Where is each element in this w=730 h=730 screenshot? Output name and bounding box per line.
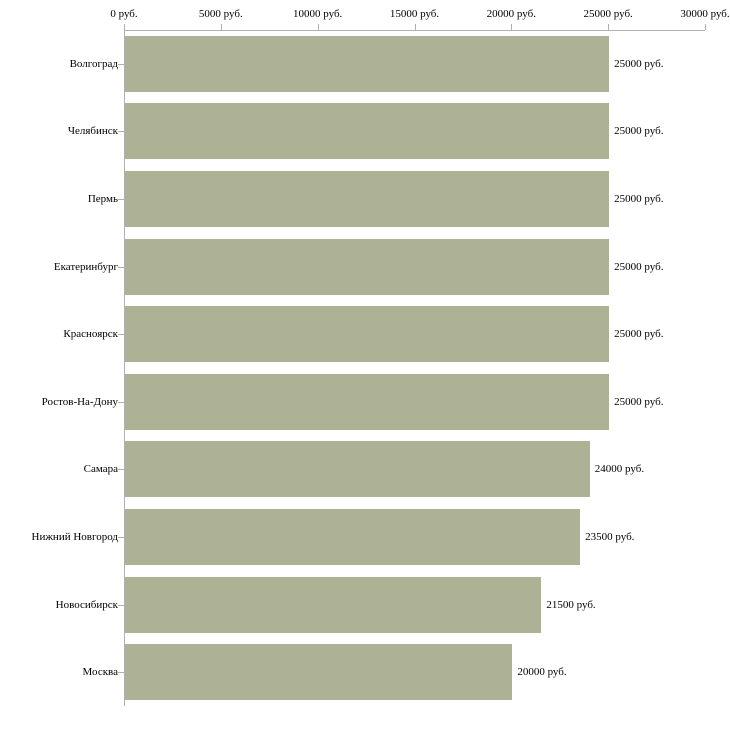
y-axis-category-label: Волгоград [69, 57, 118, 70]
y-axis-tick [118, 469, 124, 470]
y-axis-category-label: Новосибирск [55, 598, 118, 611]
x-axis-tick-label: 30000 руб. [680, 8, 730, 20]
bar[interactable] [125, 239, 609, 295]
bar-value-label: 25000 руб. [614, 125, 664, 138]
y-axis-tick [118, 64, 124, 65]
bar[interactable] [125, 441, 590, 497]
y-axis-tick [118, 605, 124, 606]
bar[interactable] [125, 306, 609, 362]
y-axis-tick [118, 131, 124, 132]
y-axis-category-label: Москва [82, 666, 118, 679]
x-axis-tick [124, 24, 125, 30]
x-axis-tick [608, 24, 609, 30]
x-axis-tick [318, 24, 319, 30]
y-axis-tick [118, 402, 124, 403]
bar-value-label: 21500 руб. [546, 598, 596, 611]
y-axis-category-label: Пермь [87, 193, 118, 205]
x-axis-tick [511, 24, 512, 30]
bar-value-label: 20000 руб. [517, 666, 567, 679]
y-axis-category-label: Самара [83, 463, 118, 476]
bar[interactable] [125, 509, 580, 565]
x-axis-tick-label: 25000 руб. [583, 8, 633, 20]
y-axis-tick [118, 537, 124, 538]
bar-value-label: 23500 руб. [585, 531, 635, 543]
bar[interactable] [125, 577, 541, 633]
bar[interactable] [125, 644, 512, 700]
y-axis-tick [118, 199, 124, 200]
bar-value-label: 25000 руб. [614, 260, 664, 273]
x-axis-tick [415, 24, 416, 30]
x-axis-tick-label: 5000 руб. [198, 8, 243, 20]
x-axis-tick-label: 15000 руб. [389, 8, 440, 20]
bar-value-label: 24000 руб. [594, 463, 645, 476]
y-axis-tick [118, 267, 124, 268]
x-axis-tick [221, 24, 222, 30]
x-axis-line [124, 30, 705, 31]
x-axis-tick-label: 10000 руб. [293, 8, 343, 20]
x-axis-tick-label: 0 руб. [110, 8, 138, 20]
y-axis-tick [118, 334, 124, 335]
bar-value-label: 25000 руб. [614, 395, 664, 408]
bar-value-label: 25000 руб. [614, 328, 664, 341]
y-axis-category-label: Ростов-На-Дону [41, 395, 118, 408]
bar-value-label: 25000 руб. [614, 193, 664, 205]
x-axis-tick [705, 24, 706, 30]
y-axis-category-label: Нижний Новгород [31, 531, 118, 543]
x-axis-tick-label: 20000 руб. [486, 8, 536, 20]
y-axis-tick [118, 672, 124, 673]
y-axis-category-label: Екатеринбург [53, 260, 118, 273]
y-axis-category-label: Красноярск [63, 328, 118, 341]
y-axis-category-label: Челябинск [67, 125, 118, 138]
bar[interactable] [125, 103, 609, 159]
bar[interactable] [125, 374, 609, 430]
bar[interactable] [125, 171, 609, 227]
bar-value-label: 25000 руб. [614, 57, 664, 70]
bar[interactable] [125, 36, 609, 92]
